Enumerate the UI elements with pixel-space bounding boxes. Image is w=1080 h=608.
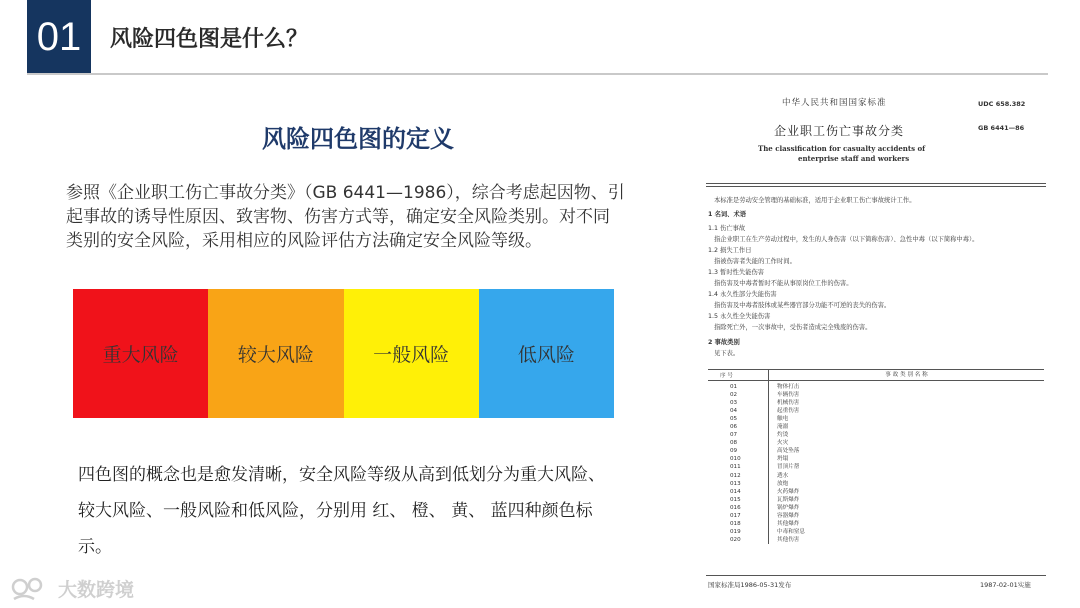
table-body: [708, 381, 1044, 544]
doc-title: 企业职工伤亡事故分类: [774, 124, 905, 138]
risk-band-label: 重大风险: [102, 344, 179, 366]
doc-rule: [706, 575, 1046, 576]
doc-text: 指伤害及中毒者肢体或某些器官部分功能不可逆的丧失的伤害。: [714, 302, 891, 309]
risk-band-label: 较大风险: [237, 344, 314, 366]
watermark-text: 大数跨境: [58, 578, 135, 601]
table-header: [708, 369, 1044, 381]
table-codes: [708, 381, 768, 544]
table-row-code: 011: [730, 464, 741, 471]
table-row-name: 其他爆炸: [777, 520, 800, 527]
risk-band-major: [73, 289, 208, 418]
table-row-code: 010: [730, 456, 741, 463]
table-row-name: 容器爆炸: [777, 512, 800, 519]
doc-clause: 1.5 永久性全失能伤害: [708, 313, 771, 320]
table-row-name: 其他伤害: [777, 536, 800, 543]
table-row-name: 淹溺: [777, 424, 789, 431]
table-row-name: 火药爆炸: [777, 488, 800, 495]
doc-text: 指除死亡外，一次事故中，受伤者造成完全残废的伤害。: [714, 324, 872, 331]
doc-clause: 1.1 伤亡事故: [708, 225, 746, 232]
table-row-code: 018: [730, 520, 741, 527]
table-header-name: 事 故 类 别 名 称: [768, 369, 1044, 381]
table-row-code: 04: [730, 408, 738, 415]
section-number: 01: [27, 0, 91, 74]
doc-clause: 1.2 损失工作日: [708, 247, 752, 254]
table-row-code: 07: [730, 432, 738, 439]
doc-text: 指企业职工在生产劳动过程中，发生的人身伤害（以下简称伤害）、急性中毒（以下简称中毒）。: [714, 236, 979, 243]
doc-english-title: The classification for casualty accidents of: [758, 144, 926, 153]
doc-text: 指伤害及中毒者暂时不能从事原岗位工作的伤害。: [714, 280, 853, 287]
doc-text: 见下表。: [714, 350, 740, 357]
risk-band-low: [479, 289, 614, 418]
doc-issue-date: 国家标准局1986-05-31发布: [708, 581, 792, 589]
table-row-name: 灼烫: [777, 432, 789, 439]
table-row-name: 坍塌: [777, 456, 789, 463]
doc-section: 2 事故类别: [708, 339, 740, 346]
table-row-name: 触电: [777, 416, 789, 423]
table-row-code: 019: [730, 528, 741, 535]
definition-heading: 风险四色图的定义: [262, 125, 454, 153]
doc-clause: 1.4 永久性部分失能伤害: [708, 291, 777, 298]
risk-color-bands: [73, 289, 614, 418]
table-row-name: 锅炉爆炸: [777, 504, 800, 511]
table-row-code: 015: [730, 496, 741, 503]
table-row-code: 013: [730, 480, 741, 487]
doc-body: [708, 195, 1048, 359]
table-row-name: 高处坠落: [777, 448, 800, 455]
four-color-note: 四色图的概念也是愈发清晰，安全风险等级从高到低划分为重大风险、较大风险、一般风险和低风险，分别用 红、 橙、 黄、 蓝四种颜色标示。: [78, 465, 605, 557]
table-row-name: 车辆伤害: [777, 392, 800, 399]
doc-english-title: enterprise staff and workers: [798, 154, 910, 163]
table-row-code: 02: [730, 392, 738, 399]
risk-band-general: [344, 289, 479, 418]
doc-text: 指被伤害者失能的工作时间。: [714, 258, 796, 265]
doc-udc: UDC 658.382: [978, 100, 1026, 108]
doc-gb-number: GB 6441—86: [978, 124, 1025, 132]
table-row-name: 透水: [777, 472, 789, 479]
standard-document-image: [700, 80, 1052, 600]
risk-band-large: [208, 289, 343, 418]
table-row-code: 016: [730, 504, 741, 511]
table-names: [768, 381, 1044, 544]
risk-band-label: 一般风险: [373, 344, 450, 366]
table-row-name: 起重伤害: [777, 408, 800, 415]
definition-paragraph: 参照《企业职工伤亡事故分类》（GB 6441—1986），综合考虑起因物、引起事故的诱导性原因、致害物、伤害方式等，确定安全风险类别。对不同类别的安全风险，采用相应的风险评估方法确定安全风险等级。: [66, 183, 625, 251]
table-row-name: 机械伤害: [777, 400, 800, 407]
table-row-name: 瓦斯爆炸: [777, 496, 800, 503]
table-row-name: 中毒和窒息: [777, 528, 805, 535]
table-row-code: 05: [730, 416, 738, 423]
table-row-name: 放炮: [777, 480, 789, 487]
doc-rule: [706, 186, 1046, 187]
table-row-code: 08: [730, 440, 738, 447]
doc-effective-date: 1987-02-01实施: [980, 581, 1031, 589]
table-row-code: 017: [730, 512, 741, 519]
table-row-name: 物体打击: [777, 384, 800, 390]
table-row-code: 03: [730, 400, 738, 407]
doc-clause: 1.3 暂时性失能伤害: [708, 269, 765, 276]
table-row-code: 09: [730, 448, 738, 455]
table-row-code: 020: [730, 536, 741, 543]
page-title: 风险四色图是什么？: [110, 27, 309, 52]
table-row-code: 01: [730, 384, 738, 390]
accident-category-table: [708, 369, 1044, 544]
table-row-code: 012: [730, 472, 741, 479]
table-row-name: 火灾: [777, 440, 789, 447]
table-row-code: 06: [730, 424, 738, 431]
doc-section: 1 名词、术语: [708, 211, 747, 218]
watermark-logo-icon: [10, 573, 52, 603]
doc-rule: [706, 183, 1046, 184]
table-row-code: 014: [730, 488, 741, 495]
table-header-number: 序 号: [720, 373, 733, 379]
header-divider: [27, 73, 1048, 75]
risk-band-label: 低风险: [517, 344, 575, 366]
table-row-name: 冒顶片帮: [777, 464, 800, 471]
doc-text: 本标准是劳动安全管理的基础标准，适用于企业职工伤亡事故统计工作。: [714, 197, 916, 204]
doc-header: 中华人民共和国国家标准: [782, 98, 887, 108]
watermark: [10, 573, 134, 603]
